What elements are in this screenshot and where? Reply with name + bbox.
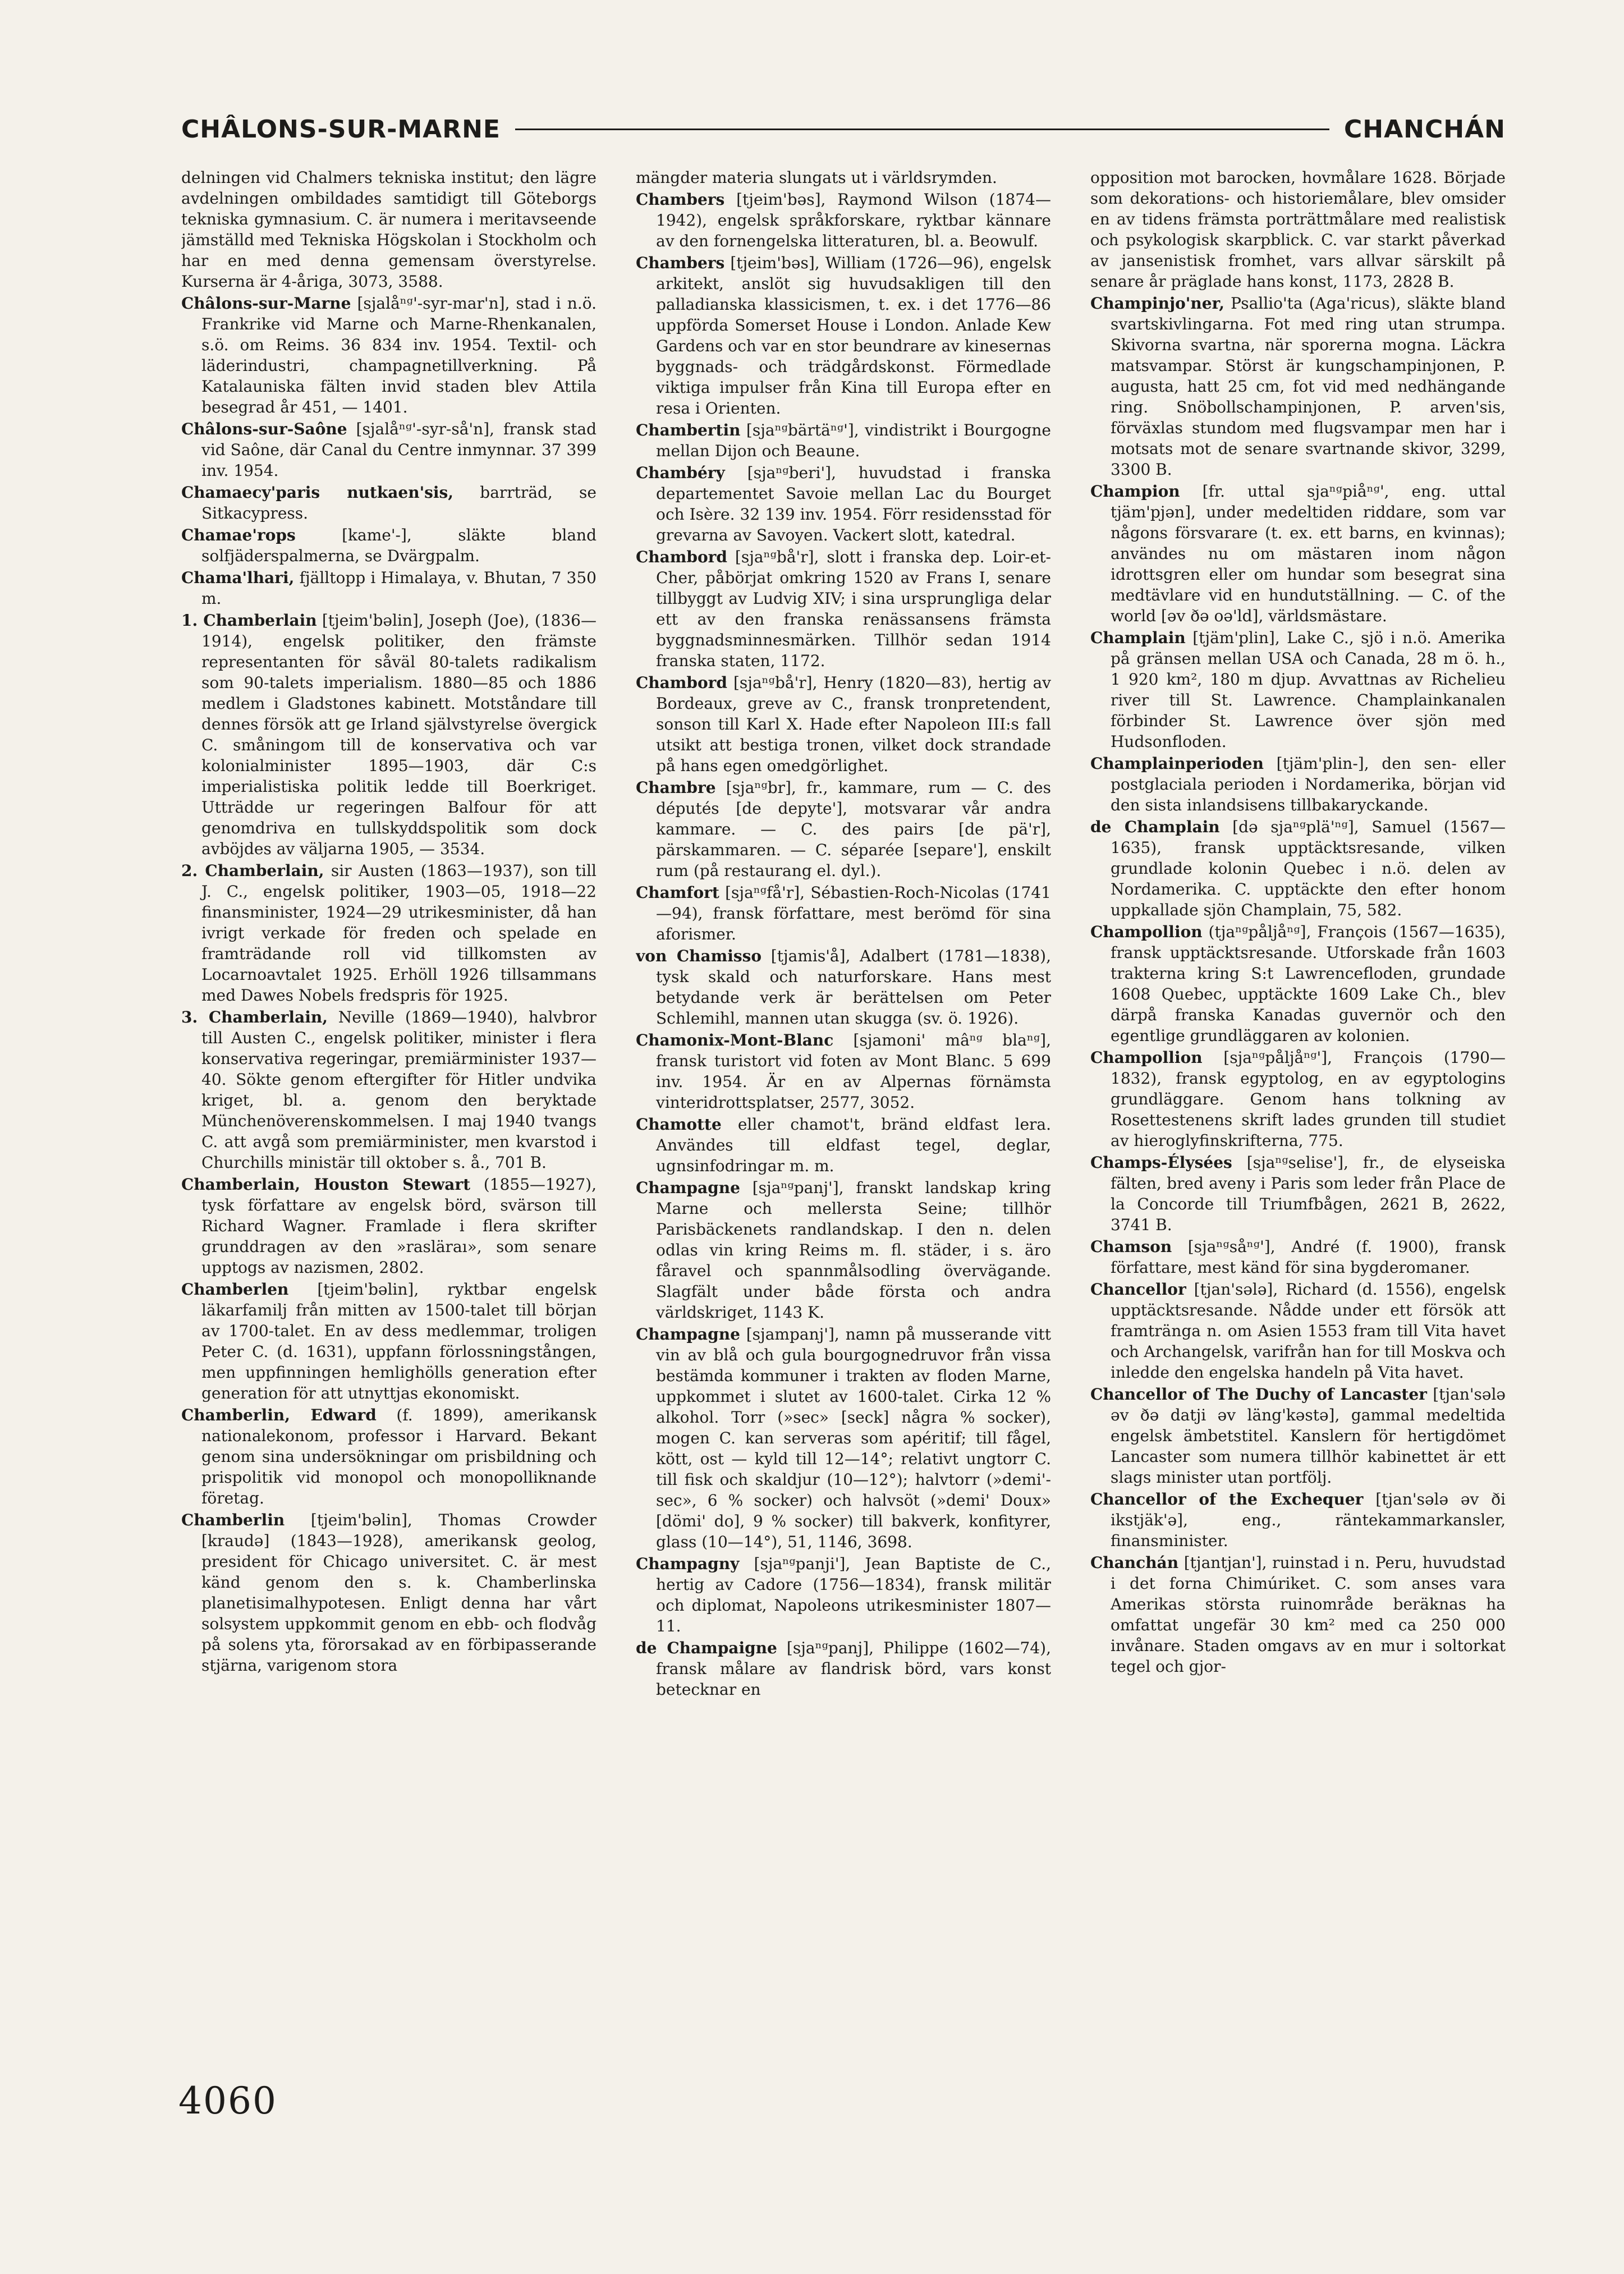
entry-headword: Chamfort — [636, 883, 719, 902]
entry-text: [sjaⁿᵍselise'], fr., de elyseiska fälten, bred aveny i Paris som leder från Place de la Concorde till Triumfbågen, 2621 B, 2622, 3741 B. — [1111, 1153, 1506, 1234]
entry-text: [tjäm'plin], Lake C., sjö i n.ö. Amerika på gränsen mellan USA och Canada, 28 m ö. h., 1 920 km², 180 m djup. Avvattnas av Richelieu river till St. Lawrence. Champlainkanalen förbinder St. Lawrence över sjön med Hudsonfloden. — [1111, 629, 1506, 751]
dictionary-entry — [636, 777, 1051, 881]
entry-text: [sjalåⁿᵍ'-syr-mar'n], stad i n.ö. Frankrike vid Marne och Marne-Rhenkanalen, s.ö. om Reims. 36 834 inv. 1954. Textil- och läderindustri, champagnetillverkning. På Katalauniska fälten invid staden blev Attila besegrad år 451, — 1401. — [201, 294, 597, 416]
dictionary-entry — [181, 525, 597, 566]
dictionary-entry — [181, 610, 597, 859]
entry-text: [tjeim'bəlin], Thomas Crowder [kraudə] (1843—1928), amerikansk geolog, president för Chicago universitet. C. är mest känd genom den s. k. Chamberlinska planetisimalhypotesen. Enligt denna har vårt solsystem uppkommit genom en ebb- och flodvåg på solens yta, förorsakad av en förbipasserande stjärna, varigenom stora — [201, 1511, 597, 1675]
entry-text: [sjaⁿᵍfå'r], Sébastien-Roch-Nicolas (1741—94), fransk författare, mest berömd för sina aforismer. — [656, 883, 1051, 943]
header-left-title: CHÂLONS-SUR-MARNE — [181, 114, 501, 144]
entry-text: [sjaⁿᵍbå'r], slott i franska dep. Loir-et-Cher, påbörjat omkring 1520 av Frans I, senare tillbyggt av Ludvig XIV; i sina ursprungliga delar ett av den franska renässansens främsta byggnadsminnesmärken. Tillhör sedan 1914 franska staten, 1172. — [656, 548, 1051, 670]
entry-headword: Champagne — [636, 1325, 740, 1344]
column-3 — [1090, 167, 1506, 2165]
dictionary-entry — [1090, 1384, 1506, 1488]
entry-text: [tjeim'bəlin], Joseph (Joe), (1836—1914), engelsk politiker, den främste representanten för såväl 80-talets radikalism som 90-talets imperialism. 1880—85 och 1886 medlem i Gladstones kabinett. Motståndare till dennes försök att ge Irland självstyrelse övergick C. småningom till de konservativa och var kolonialminister 1895—1903, där C:s imperialistiska politik ledde till Boerkriget. Utträdde ur regeringen Balfour för att genomdriva en tullskyddspolitik som dock avböjdes av väljarna 1905, — 3534. — [201, 611, 597, 858]
entry-text: [kame'-], släkte bland solfjäderspalmerna, se Dvärgpalm. — [201, 526, 597, 565]
entry-text: eller chamot't, bränd eldfast lera. Användes till eldfast tegel, deglar, ugnsinfodringar m. m. — [656, 1115, 1051, 1175]
dictionary-entry — [1090, 293, 1506, 480]
dictionary-entry — [636, 1030, 1051, 1113]
dictionary-entry — [636, 946, 1051, 1029]
entry-headword: Champion — [1090, 482, 1180, 501]
entry-headword: 2. Chamberlain, — [181, 861, 324, 880]
entry-headword: Chama'lhari, — [181, 568, 295, 587]
entry-text: [sjalåⁿᵍ'-syr-så'n], fransk stad vid Saône, där Canal du Centre inmynnar. 37 399 inv. 1954. — [201, 420, 597, 480]
entry-headword: Chamson — [1090, 1237, 1172, 1256]
dictionary-entry — [1090, 1152, 1506, 1235]
entry-text: [sjaⁿᵍbr], fr., kammare, rum — C. des députés [de depyte'], motsvarar vår andra kammare. — C. des pairs [de pä'r], pärskammaren. — C. séparée [separe'], enskilt rum (på restaurang el. dyl.). — [656, 778, 1051, 880]
entry-headword: Chambord — [636, 548, 727, 566]
dictionary-entry — [181, 1405, 597, 1509]
entry-headword: Chamae'rops — [181, 526, 296, 544]
entry-text: [tjamis'å], Adalbert (1781—1838), tysk skald och naturforskare. Hans mest betydande verk är berättelsen om Peter Schlemihl, mannen utan skugga (sv. ö. 1926). — [656, 947, 1051, 1028]
dictionary-entry — [636, 189, 1051, 251]
dictionary-entry — [1090, 921, 1506, 1046]
entry-text: [tjan'sələ əv ði ikstjäk'ə], eng., räntekammarkansler, finansminister. — [1111, 1490, 1506, 1550]
entry-text: [tjeim'bəs], William (1726—96), engelsk arkitekt, anslöt sig huvudsakligen till den palladianska klassicismen, t. ex. i det 1776—86 uppförda Somerset House i London. Anlade Kew Gardens och var en stor beundrare av kinesernas byggnads- och trädgårdskonst. Förmedlade viktiga impulser från Kina till Europa efter en resa i Orienten. — [656, 254, 1051, 418]
header-right-title: CHANCHÁN — [1344, 114, 1506, 144]
entry-text: opposition mot barocken, hovmålare 1628. Började som dekorations- och historiemålare, blev omsider en av tidens främsta porträttmålare med realistisk och psykologisk skarpblick. C. var starkt påverkad av jansenistisk fromhet, vars allvar särskilt på senare år präglade hans konst, 1173, 2828 B. — [1090, 168, 1506, 291]
entry-headword: Champollion — [1090, 923, 1203, 941]
dictionary-entry — [1090, 1047, 1506, 1151]
entry-headword: de Champaigne — [636, 1639, 777, 1657]
dictionary-entry — [636, 420, 1051, 461]
dictionary-entry — [1090, 1236, 1506, 1278]
entry-headword: 3. Chamberlain, — [181, 1008, 328, 1026]
entry-headword: Châlons-sur-Marne — [181, 294, 351, 313]
dictionary-entry — [1090, 1552, 1506, 1677]
entry-text: [tjan'sələ əv ðə datji əv läng'kəstə], gammal medeltida engelsk ämbetstitel. Kanslern för hertigdömet Lancaster som numera tillhör kabinettet är ett slags minister utan portfölj. — [1111, 1385, 1506, 1487]
dictionary-entry — [636, 1324, 1051, 1552]
dictionary-entry — [636, 253, 1051, 419]
entry-text: barrträd, se Sitkacypress. — [201, 483, 597, 522]
dictionary-entry — [636, 1638, 1051, 1700]
entry-headword: Chancellor of the Exchequer — [1090, 1490, 1364, 1509]
entry-headword: Chamberlin, Edward — [181, 1406, 377, 1424]
entry-text: [sjaⁿᵍpanj'], franskt landskap kring Marne och mellersta Seine; tillhör Parisbäckenets randlandskap. I den n. delen odlas vin kring Reims m. fl. städer, i s. äro fåravel och spannmålsodling övervägande. Slagfält under både första och andra världskriget, 1143 K. — [656, 1179, 1051, 1322]
entry-headword: Champollion — [1090, 1048, 1203, 1067]
entry-headword: Champlain — [1090, 629, 1186, 647]
entry-headword: Chambers — [636, 190, 725, 209]
entry-headword: von Chamisso — [636, 947, 762, 965]
entry-text: sir Austen (1863—1937), son till J. C., engelsk politiker, 1903—05, 1918—22 finansminister, 1924—29 utrikesminister, då han ivrigt verkade för freden och spelade en framträdande roll vid tillkomsten av Locarnoavtalet 1925. Erhöll 1926 tillsammans med Dawes Nobels fredspris för 1925. — [201, 861, 597, 1005]
dictionary-entry — [181, 1510, 597, 1676]
entry-text: Psallio'ta (Aga'ricus), släkte bland svartskivlingarna. Fot med ring utan strumpa. Skivorna svartna, när sporerna mogna. Läckra matsvampar. Störst är kungschampinjonen, P. augusta, hatt 25 cm, fot vid med nedhängande ring. Snöbollschampinjonen, P. arven'sis, förväxlas stundom med flugsvampar men har i motsats mot de senare svartnande skivor, 3299, 3300 B. — [1111, 294, 1506, 479]
entry-text: [tjeim'bəlin], ryktbar engelsk läkarfamilj från mitten av 1500-talet till början av 1700-talet. En av dess medlemmar, troligen Peter C. (d. 1631), uppfann förlossningstången, men uppfinningen hemlighölls generation efter generation för att utnyttjas ekonomiskt. — [201, 1280, 597, 1402]
entry-headword: Chambre — [636, 778, 716, 797]
header-rule — [515, 129, 1329, 130]
entry-text: [sjamoni' mâⁿᵍ blaⁿᵍ], fransk turistort vid foten av Mont Blanc. 5 699 inv. 1954. Är en av Alpernas förnämsta vinteridrottsplatser, 2577, 3052. — [656, 1031, 1051, 1112]
dictionary-entry — [636, 672, 1051, 776]
entry-headword: Champinjo'ner, — [1090, 294, 1224, 313]
dictionary-entry — [636, 547, 1051, 671]
dictionary-entry — [1090, 481, 1506, 626]
entry-text: (f. 1899), amerikansk nationalekonom, professor i Harvard. Bekant genom sina undersökningar om prisbildning och prispolitik vid monopol och monopolliknande företag. — [201, 1406, 597, 1507]
column-2 — [636, 167, 1051, 2165]
dictionary-entry — [1090, 167, 1506, 292]
entry-headword: Châlons-sur-Saône — [181, 420, 347, 438]
entry-headword: Chambers — [636, 254, 725, 272]
page-number: 4060 — [178, 2079, 277, 2122]
entry-headword: Chancellor — [1090, 1280, 1186, 1299]
dictionary-entry — [1090, 1279, 1506, 1383]
entry-headword: 1. Chamberlain — [181, 611, 317, 630]
column-1 — [181, 167, 597, 2165]
entry-headword: Chamberlin — [181, 1511, 285, 1529]
entry-text: [tjäm'plin-], den sen- eller postglaciala perioden i Nordamerika, början vid den sista inlandsisens tillbakaryckande. — [1111, 754, 1506, 814]
entry-text: mängder materia slungats ut i världsrymden. — [636, 168, 997, 187]
entry-text: [də sjaⁿᵍplä'ⁿᵍ], Samuel (1567—1635), fransk upptäcktsresande, vilken grundlade kolonin Quebec i n.ö. delen av Nordamerika. C. upptäckte den efter honom uppkallade sjön Champlain, 75, 582. — [1111, 818, 1506, 919]
entry-text: Neville (1869—1940), halvbror till Austen C., engelsk politiker, minister i flera konservativa regeringar, premiärminister 1937—40. Sökte genom eftergifter för Hitler undvika kriget, bl. a. genom den beryktade Münchenöverenskommelsen. I maj 1940 tvangs C. att avgå som premiärminister, men kvarstod i Churchills ministär till oktober s. å., 701 B. — [201, 1008, 597, 1172]
dictionary-entry — [181, 1007, 597, 1173]
dictionary-entry — [1090, 627, 1506, 752]
entry-headword: Chambord — [636, 673, 727, 692]
dictionary-entry — [181, 567, 597, 609]
running-header — [181, 112, 1506, 146]
entry-headword: Chambéry — [636, 464, 725, 482]
entry-headword: Champagne — [636, 1179, 740, 1197]
entry-text: [tjan'sələ], Richard (d. 1556), engelsk upptäcktsresande. Nådde under ett försök att framtränga n. om Asien 1553 fram till Vita havet och Archangelsk, varifrån han for till Moskva och inledde den engelska handeln på Vita havet. — [1111, 1280, 1506, 1382]
entry-text: [sjaⁿᵍpanji'], Jean Baptiste de C., hertig av Cadore (1756—1834), fransk militär och diplomat, Napoleons utrikesminister 1807—11. — [656, 1555, 1051, 1635]
entry-text: [sjaⁿᵍberi'], huvudstad i franska departementet Savoie mellan Lac du Bourget och Isère. 32 139 inv. 1954. Förr residensstad för grevarna av Savoyen. Vackert slott, katedral. — [656, 464, 1051, 544]
entry-headword: Chambertin — [636, 421, 741, 439]
entry-text: delningen vid Chalmers tekniska institut; den lägre avdelningen ombildades samtidigt till Göteborgs tekniska gymnasium. C. är numera i meritavseende jämställd med Tekniska Högskolan i Stockholm och har en med denna gemensam överstyrelse. Kurserna är 4-åriga, 3073, 3588. — [181, 168, 597, 291]
entry-headword: de Champlain — [1090, 818, 1220, 836]
dictionary-entry — [181, 1279, 597, 1404]
dictionary-entry — [181, 293, 597, 418]
entry-text: [sjaⁿᵍbärtäⁿᵍ'], vindistrikt i Bourgogne mellan Dijon och Beaune. — [656, 421, 1051, 460]
entry-text: [fr. uttal sjaⁿᵍpiåⁿᵍ', eng. uttal tjäm'pjən], under medeltiden riddare, som var någons försvarare (t. ex. ett barns, en kvinnas); användes nu om mästaren inom någon idrottsgren eller om hundar som besegrat sina medtävlare vid en hundutställning. — C. of the world [əv ðə oə'ld], världsmästare. — [1111, 482, 1506, 625]
entry-text: [sjampanj'], namn på musserande vitt vin av blå och gula bourgognedruvor från vissa bestämda kommuner i trakten av floden Marne, uppkommet i slutet av 1600-talet. Cirka 12 % alkohol. Torr (»sec» [seck] några % socker), mogen C. kan serveras som apéritif; till fågel, kött, ost — kyld till 12—14°; relativt ungtorr C. till fisk och skaldjur (10—12°); halvtorr (»demi'-sec», 6 % socker) och halvsöt (»demi' Doux» [dömi' do], 9 % socker) till bakverk, konfityrer, glass (10—14°), 51, 1146, 3698. — [656, 1325, 1051, 1551]
entry-text: (1855—1927), tysk författare av engelsk börd, svärson till Richard Wagner. Framlade i flera skrifter grunddragen av den »rasläraı», som senare upptogs av nazismen, 2802. — [201, 1175, 597, 1277]
dictionary-entry — [181, 860, 597, 1006]
entry-text: [tjantjan'], ruinstad i n. Peru, huvudstad i det forna Chimúriket. C. som anses vara Amerikas största ruinområde beräknas ha omfattat ungefär 30 km² med ca 250 000 invånare. Staden omgavs av en mur i soltorkat tegel och gjor- — [1111, 1553, 1506, 1676]
dictionary-entry — [636, 1177, 1051, 1323]
entry-text: [tjeim'bəs], Raymond Wilson (1874—1942), engelsk språkforskare, ryktbar kännare av den fornengelska litteraturen, bl. a. Beowulf. — [656, 190, 1051, 250]
dictionary-entry — [636, 1114, 1051, 1176]
entry-text: [sjaⁿᵍpanj], Philippe (1602—74), fransk målare av flandrisk börd, vars konst betecknar en — [656, 1639, 1051, 1699]
entry-headword: Chamberlain, Houston Stewart — [181, 1175, 471, 1194]
dictionary-entry — [181, 419, 597, 481]
dictionary-entry — [636, 167, 1051, 188]
dictionary-entry — [636, 882, 1051, 945]
dictionary-entry — [1090, 1489, 1506, 1551]
entry-headword: Chamonix-Mont-Blanc — [636, 1031, 834, 1049]
entry-headword: Champlainperioden — [1090, 754, 1264, 773]
entry-headword: Chamotte — [636, 1115, 722, 1134]
text-columns — [181, 167, 1506, 2165]
dictionary-entry — [1090, 817, 1506, 920]
entry-text: [sjaⁿᵍpåljåⁿᵍ'], François (1790—1832), fransk egyptolog, en av egyptologins grundläggare. Genom hans tolkning av Rosettestenens skrift lades grunden till studiet av hieroglyfinskrifterna, 775. — [1111, 1048, 1506, 1150]
dictionary-entry — [636, 1553, 1051, 1636]
entry-headword: Chamberlen — [181, 1280, 289, 1299]
entry-text: [sjaⁿᵍsåⁿᵍ'], André (f. 1900), fransk författare, mest känd för sina bygderomaner. — [1111, 1237, 1506, 1277]
entry-text: [sjaⁿᵍbå'r], Henry (1820—83), hertig av Bordeaux, greve av C., fransk tronpretendent, sonson till Karl X. Hade efter Napoleon III:s fall utsikt att bestiga tronen, vilket dock strandade på hans egen omedgörlighet. — [656, 673, 1051, 775]
entry-headword: Chanchán — [1090, 1553, 1179, 1572]
dictionary-entry — [181, 1174, 597, 1278]
entry-headword: Champs-Élysées — [1090, 1153, 1232, 1172]
entry-text: fjälltopp i Himalaya, v. Bhutan, 7 350 m. — [201, 568, 597, 608]
entry-headword: Chancellor of The Duchy of Lancaster — [1090, 1385, 1427, 1404]
dictionary-entry — [181, 167, 597, 292]
entry-headword: Chamaecy'paris nutkaen'sis, — [181, 483, 454, 502]
entry-text: (tjaⁿᵍpåljåⁿᵍ], François (1567—1635), fransk upptäcktsresande. Utforskade från 1603 trakterna kring S:t Lawrencefloden, grundade 1608 Quebec, upptäckte 1609 Lake Ch., blev därpå franska Kanadas guvernör och den egentlige grundläggaren av kolonien. — [1111, 923, 1506, 1045]
dictionary-entry — [181, 482, 597, 524]
dictionary-entry — [636, 462, 1051, 545]
dictionary-entry — [1090, 753, 1506, 815]
entry-headword: Champagny — [636, 1555, 740, 1573]
